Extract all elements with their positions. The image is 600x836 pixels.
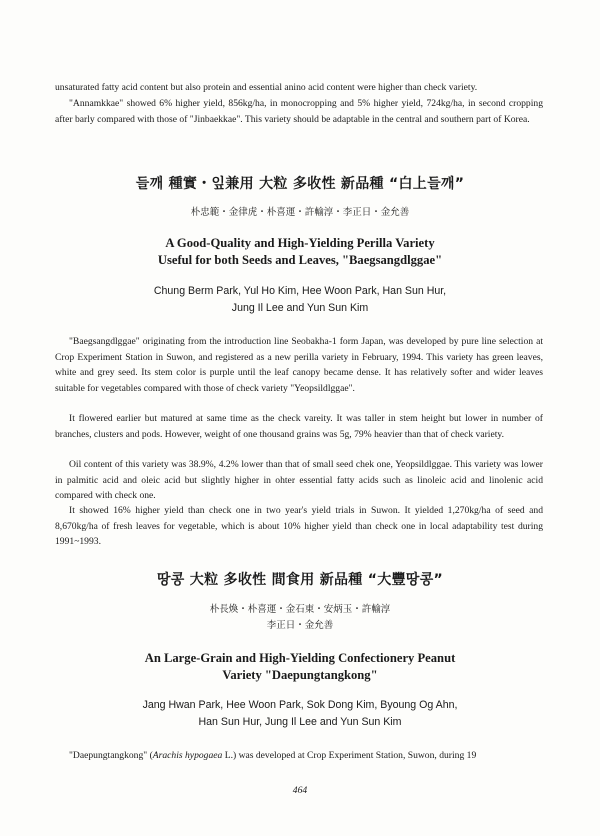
english-title-line: An Large-Grain and High-Yielding Confectionery Peanut bbox=[144, 651, 456, 665]
korean-authors: 朴忠範・金律虎・朴喜運・許輸淳・李正日・金允善 bbox=[190, 207, 410, 218]
paragraph-text: L.) was developed at Crop Experiment Station, Suwon, during 19 bbox=[222, 750, 477, 761]
paragraph: unsaturated fatty acid content but also protein and essential anino acid content were higher than check variety. bbox=[55, 82, 478, 93]
paragraph: It showed 16% higher yield than check one in two year's yield trials in Suwon. It yielded 1,270kg/ha of seed and 8,670kg/ha of fresh leaves for vegetable, which is about 10% higher yield than check one in local adaptability test during 1991~1993. bbox=[55, 505, 543, 548]
korean-title: 땅콩 大粒 多收性 間食用 新品種 “大豐땅콩” bbox=[156, 572, 444, 588]
paragraph: Oil content of this variety was 38.9%, 4.2% lower than that of small seed chek one, Yeopsildlggae. This variety was lower in palmitic acid and oleic acid but slightly higher in ohter essential fatty acids such as linoleic acid and linolenic acid compared with check one. bbox=[55, 459, 543, 502]
english-authors-line: Jung Il Lee and Yun Sun Kim bbox=[231, 302, 369, 314]
paragraph-text: "Daepungtangkong" ( bbox=[69, 750, 153, 761]
paragraph: "Baegsangdlggae" originating from the introduction line Seobakha-1 form Japan, was developed by pure line selection at Crop Experiment Station in Suwon, and registered as a new perilla variety in February, 1994. This variety has green leaves, white and grey seed. Its stem color is purple until the leaf canopy became dense. It has relatively softer and wider leaves suitable for vegetables compared with those of check variety "Yeopsildlggae". bbox=[55, 336, 543, 394]
korean-authors-line: 李正日・金允善 bbox=[266, 620, 334, 631]
species-name: Arachis hypogaea bbox=[152, 750, 223, 761]
korean-title: 들깨 種實・잎兼用 大粒 多收性 新品種 “白上들깨” bbox=[135, 176, 465, 192]
english-title-line: Variety "Daepungtangkong" bbox=[222, 668, 378, 682]
english-authors-line: Han Sun Hur, Jung Il Lee and Yun Sun Kim bbox=[198, 716, 402, 728]
english-authors-line: Chung Berm Park, Yul Ho Kim, Hee Woon Park, Han Sun Hur, bbox=[153, 285, 447, 297]
page-number: 464 bbox=[292, 785, 308, 796]
paragraph bbox=[55, 748, 543, 764]
paragraph: It flowered earlier but matured at same time as the check vareity. It was taller in stem height but lower in number of branches, clusters and pods. However, weight of one thousand grains was 5g, 79% heavier than that of check variety. bbox=[55, 413, 543, 440]
korean-authors-line: 朴長煥・朴喜運・金石東・安炳玉・許輸淳 bbox=[209, 604, 391, 615]
english-title-line: Useful for both Seeds and Leaves, "Baegsangdlggae" bbox=[157, 253, 443, 267]
english-title-line: A Good-Quality and High-Yielding Perilla Variety bbox=[165, 236, 435, 250]
paragraph: "Annamkkae" showed 6% higher yield, 856kg/ha, in monocropping and 5% higher yield, 724kg/ha, in second cropping after barly compared with those of "Jinbaekkae". This variety should be adaptable in the central and southern part of Korea. bbox=[55, 98, 543, 125]
english-authors-line: Jang Hwan Park, Hee Woon Park, Sok Dong Kim, Byoung Og Ahn, bbox=[142, 699, 458, 711]
